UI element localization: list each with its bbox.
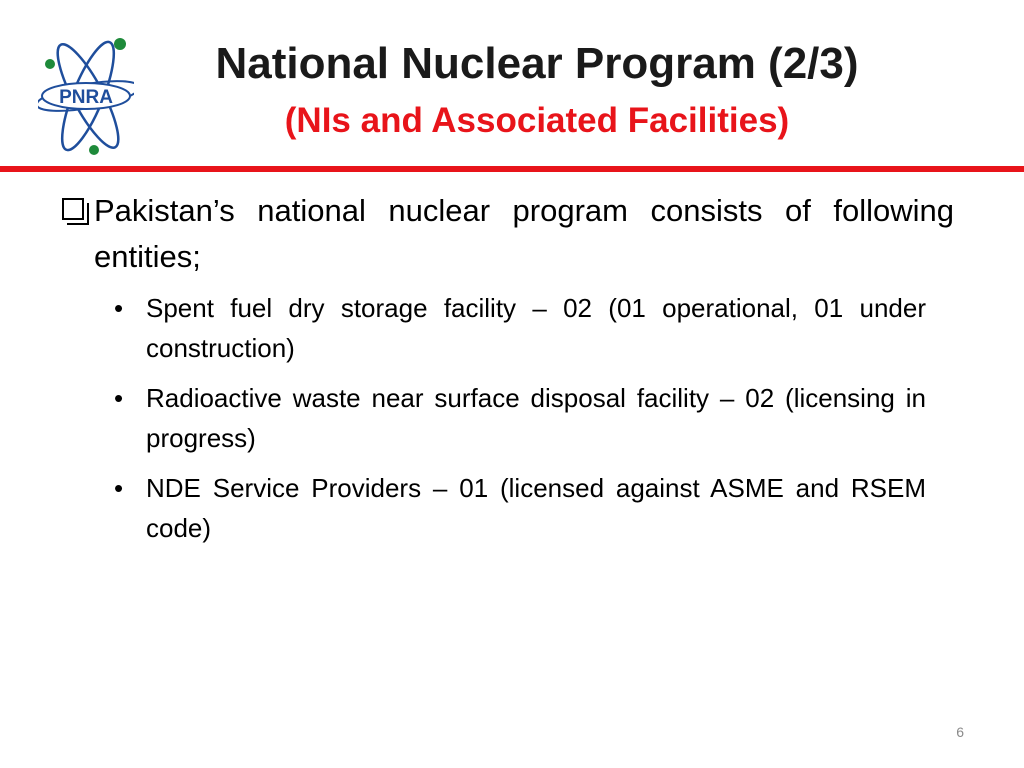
lead-text: Pakistan’s national nuclear program consists of following entities;	[94, 193, 954, 274]
bullet-dot-icon: •	[114, 293, 124, 323]
list-item	[110, 288, 926, 368]
page-subtitle: (NIs and Associated Facilities)	[284, 101, 790, 140]
logo-text: PNRA	[59, 87, 113, 108]
page-title: National Nuclear Program (2/3)	[215, 39, 859, 88]
entity-list	[62, 288, 962, 548]
list-item	[110, 468, 926, 548]
header-divider	[0, 166, 1024, 172]
page-number: 6	[956, 724, 964, 740]
list-item-text: Spent fuel dry storage facility – 02 (01 operational, 01 under construction)	[146, 293, 926, 363]
list-item-text: NDE Service Providers – 01 (licensed against ASME and RSEM code)	[146, 473, 926, 543]
pnra-logo	[38, 30, 134, 156]
slide-content	[62, 188, 962, 558]
list-item	[110, 378, 926, 458]
atom-icon	[38, 30, 134, 156]
list-item-text: Radioactive waste near surface disposal facility – 02 (licensing in progress)	[146, 383, 926, 453]
bullet-dot-icon: •	[114, 383, 124, 413]
checkbox-bullet-icon	[62, 198, 84, 220]
bullet-dot-icon: •	[114, 473, 124, 503]
lead-item	[62, 188, 962, 280]
